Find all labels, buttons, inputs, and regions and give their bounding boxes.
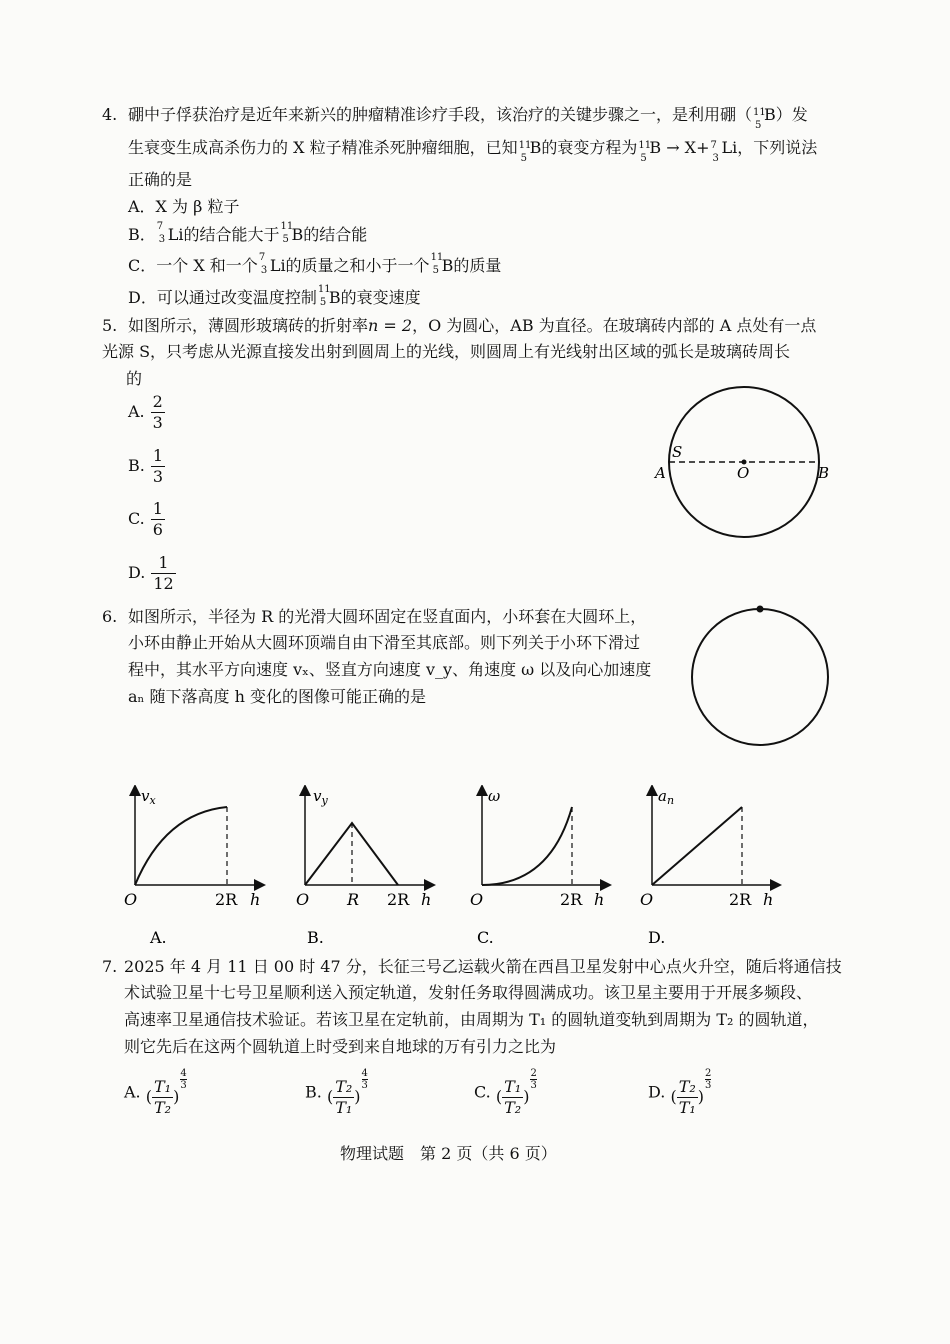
q4-option-d-text: D．可以通过改变温度控制 bbox=[128, 288, 317, 307]
q4-option-c[interactable] bbox=[128, 253, 501, 276]
page-footer: 物理试题 第 2 页（共 6 页） bbox=[340, 1144, 557, 1163]
q4-option-c-end: B的质量 bbox=[441, 256, 502, 275]
graph-c-tick-2r: 2R bbox=[560, 890, 583, 909]
q4-option-b[interactable] bbox=[128, 222, 367, 245]
q7-option-b-label: B. bbox=[305, 1082, 322, 1102]
graph-a-tick-2r: 2R bbox=[215, 890, 238, 909]
graph-a-y-label: $v_x$ bbox=[141, 787, 156, 807]
q6-line4: aₙ 随下落高度 h 变化的图像可能正确的是 bbox=[128, 687, 427, 706]
q4-line2-mid: B的衰变方程为 bbox=[529, 138, 638, 157]
graph-a-curve bbox=[135, 807, 227, 885]
q7-number: 7. bbox=[102, 957, 118, 976]
graph-d-line bbox=[652, 807, 742, 885]
label-b: B bbox=[818, 464, 830, 482]
q7-line1: 2025 年 4 月 11 日 00 时 47 分，长征三号乙运载火箭在西昌卫星发射中心点火升空，随后将通信技 bbox=[124, 957, 842, 976]
boron-nuclide: 11 5 bbox=[317, 284, 331, 308]
q5-refractive-index: n = 2 bbox=[368, 316, 413, 335]
q4-line2 bbox=[128, 136, 818, 164]
graph-a-origin: O bbox=[124, 890, 138, 909]
q4-option-b-end: B的结合能 bbox=[291, 225, 368, 244]
q5-option-a-label: A. bbox=[128, 402, 145, 421]
q6-line1: 如图所示，半径为 R 的光滑大圆环固定在竖直面内，小环套在大圆环上， bbox=[128, 607, 647, 626]
q5-option-c-label: C. bbox=[128, 509, 145, 528]
graph-c-origin: O bbox=[470, 890, 484, 909]
q7-option-b-expr: ( $\frac{\text{T₂}}{\text{T₁}}$ ) $\frac{4}{3}$ bbox=[326, 1068, 368, 1117]
q5-option-a-fraction: $\frac{2}{3}$ bbox=[152, 392, 163, 432]
q5-option-b-fraction: $\frac{1}{3}$ bbox=[152, 446, 164, 486]
graph-d-option-label: D. bbox=[648, 928, 666, 947]
q7-option-c[interactable] bbox=[474, 1068, 537, 1118]
q4-line2-end: Li，下列说法 bbox=[721, 138, 818, 157]
graph-b-option-label: B. bbox=[307, 928, 324, 947]
q7-line3: 高速率卫星通信技术验证。若该卫星在定轨前，由周期为 T₁ 的圆轨道变轨到周期为 T₂ 的圆轨道， bbox=[124, 1010, 819, 1029]
q4-option-b-text: Li的结合能大于 bbox=[167, 225, 280, 244]
small-ring bbox=[757, 606, 764, 613]
q4-line3: 正确的是 bbox=[128, 170, 193, 189]
q5-number: 5. bbox=[102, 316, 118, 335]
graph-a-option-label: A. bbox=[150, 928, 167, 947]
q4-line1-end: B）发 bbox=[764, 105, 808, 124]
graph-b-h: h bbox=[421, 890, 432, 909]
graph-a[interactable] bbox=[124, 787, 260, 947]
label-s: S bbox=[672, 443, 683, 461]
graph-b-tick-2r: 2R bbox=[387, 890, 410, 909]
q4-line2-text: 生衰变生成高杀伤力的 X 粒子精准杀死肿瘤细胞，已知 bbox=[128, 138, 518, 157]
q4-option-a[interactable]: A．X 为 β 粒子 bbox=[128, 197, 240, 216]
boron-nuclide: 11 5 bbox=[638, 140, 652, 164]
graph-c-option-label: C. bbox=[477, 928, 494, 947]
graph-a-h: h bbox=[250, 890, 261, 909]
q7-option-c-label: C. bbox=[474, 1082, 491, 1102]
boron-nuclide: 11 5 bbox=[430, 252, 444, 276]
q5-option-d-fraction: $\frac{1}{12}$ bbox=[153, 553, 174, 593]
graph-d-tick-2r: 2R bbox=[729, 890, 752, 909]
q7-option-d-label: D. bbox=[648, 1082, 666, 1102]
q7-option-a-expr: ( $\frac{\text{T₁}}{\text{T₂}}$ ) $\frac{4}{3}$ bbox=[145, 1068, 187, 1117]
graph-c-h: h bbox=[594, 890, 605, 909]
q4-option-b-label: B． bbox=[128, 225, 156, 244]
q5-option-b-label: B. bbox=[128, 456, 145, 475]
graph-b-y-label: $v_y$ bbox=[313, 787, 328, 807]
q5-line3: 的 bbox=[126, 369, 143, 388]
q4-line2-eq: B → X+ bbox=[649, 138, 710, 157]
lithium-nuclide: 7 3 bbox=[258, 252, 268, 276]
q5-line1-text: 如图所示，薄圆形玻璃砖的折射率 bbox=[128, 316, 369, 335]
q7-option-c-expr: ( $\frac{\text{T₁}}{\text{T₂}}$ ) $\frac{2}{3}$ bbox=[495, 1068, 537, 1117]
large-ring bbox=[692, 609, 828, 745]
q7-line4: 则它先后在这两个圆轨道上时受到来自地球的万有引力之比为 bbox=[124, 1037, 557, 1056]
q5-glass-circle-figure bbox=[650, 385, 840, 555]
q5-option-c-fraction: $\frac{1}{6}$ bbox=[152, 499, 163, 539]
graph-b[interactable] bbox=[296, 787, 431, 947]
q5-option-d-label: D. bbox=[128, 563, 146, 582]
lithium-nuclide: 7 3 bbox=[710, 140, 719, 164]
q4-option-d[interactable] bbox=[128, 285, 421, 308]
graph-d[interactable] bbox=[640, 787, 776, 947]
graph-d-h: h bbox=[763, 890, 774, 909]
graph-b-origin: O bbox=[296, 890, 310, 909]
q6-ring-figure bbox=[688, 605, 833, 750]
graph-d-origin: O bbox=[640, 890, 654, 909]
q5-option-b[interactable] bbox=[128, 446, 165, 487]
q6-line3: 程中，其水平方向速度 vₓ、竖直方向速度 v_y、角速度 ω 以及向心加速度 bbox=[128, 660, 652, 679]
q6-number: 6. bbox=[102, 607, 118, 626]
q7-option-a-label: A. bbox=[124, 1082, 141, 1102]
q5-line2: 光源 S，只考虑从光源直接发出射到圆周上的光线，则圆周上有光线射出区域的弧长是玻璃砖周长 bbox=[102, 342, 791, 361]
label-o: O bbox=[737, 464, 750, 482]
graph-d-y-label: $a_n$ bbox=[658, 787, 675, 807]
q4-line1-text: 硼中子俘获治疗是近年来新兴的肿瘤精准诊疗手段，该治疗的关键步骤之一，是利用硼（ bbox=[128, 105, 753, 124]
graph-c[interactable] bbox=[470, 787, 606, 947]
q7-option-b[interactable] bbox=[305, 1068, 368, 1118]
graph-c-y-label: ω bbox=[488, 787, 501, 805]
graph-b-tick-r: R bbox=[347, 890, 360, 909]
graph-c-curve bbox=[482, 807, 572, 885]
q7-option-d-expr: ( $\frac{\text{T₂}}{\text{T₁}}$ ) $\frac{2}{3}$ bbox=[670, 1068, 712, 1117]
q5-option-c[interactable] bbox=[128, 499, 165, 540]
q5-line1-end: ，O 为圆心，AB 为直径。在玻璃砖内部的 A 点处有一点 bbox=[412, 316, 817, 335]
q6-graphs bbox=[120, 785, 790, 950]
label-a: A bbox=[655, 464, 666, 482]
q7-option-a[interactable] bbox=[124, 1068, 187, 1118]
q5-option-a[interactable] bbox=[128, 392, 165, 433]
lithium-nuclide: 7 3 bbox=[156, 221, 166, 245]
q4-option-c-text: C．一个 X 和一个 bbox=[128, 256, 258, 275]
q4-line1 bbox=[128, 103, 808, 131]
q6-line2: 小环由静止开始从大圆环顶端自由下滑至其底部。则下列关于小环下滑过 bbox=[128, 633, 641, 652]
boron-nuclide: 11 5 bbox=[518, 140, 532, 164]
q5-option-d[interactable] bbox=[128, 553, 176, 594]
boron-nuclide: 11 5 bbox=[753, 107, 766, 131]
q5-line1 bbox=[128, 314, 816, 338]
q7-line2: 术试验卫星十七号卫星顺利送入预定轨道，发射任务取得圆满成功。该卫星主要用于开展多频段、 bbox=[124, 983, 813, 1002]
boron-nuclide: 11 5 bbox=[280, 221, 294, 245]
q4-number: 4. bbox=[102, 105, 118, 124]
q4-option-c-mid: Li的质量之和小于一个 bbox=[269, 256, 430, 275]
q4-option-d-end: B的衰变速度 bbox=[328, 288, 421, 307]
q7-option-d[interactable] bbox=[648, 1068, 711, 1118]
